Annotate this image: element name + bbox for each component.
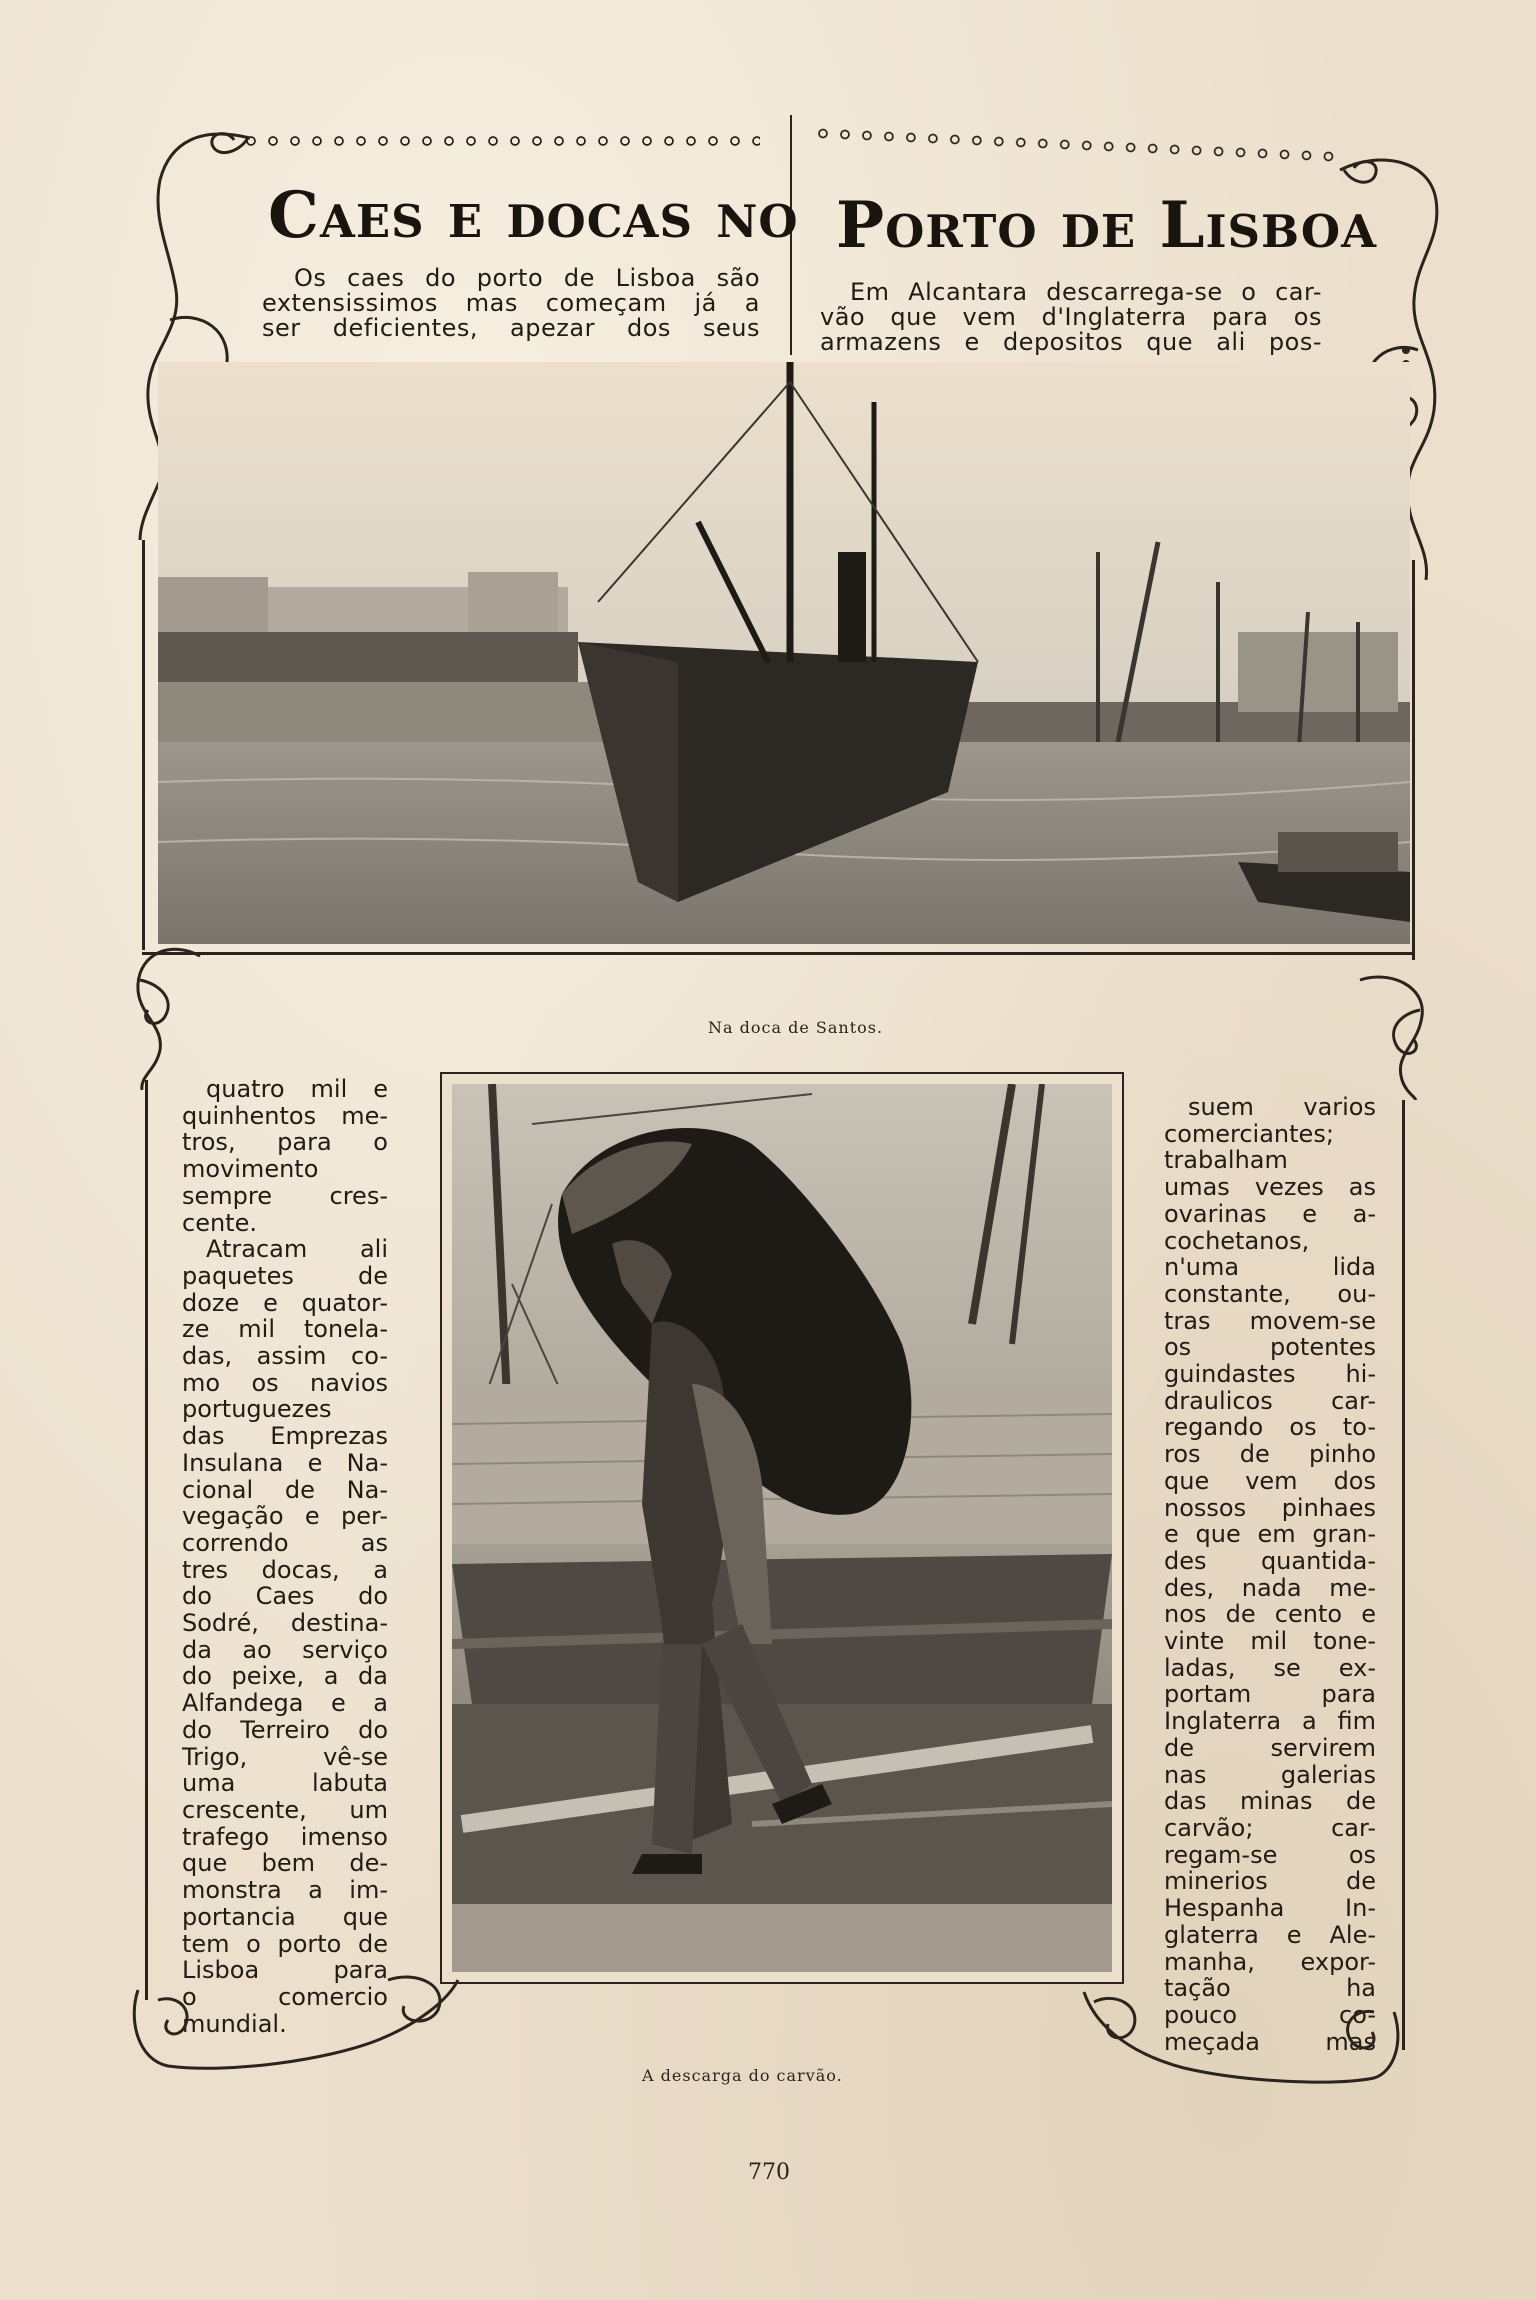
caption-top: Na doca de Santos.	[708, 1018, 884, 1037]
column-left-line: quatro mil e	[206, 1075, 388, 1103]
column-right-line: meçada mas	[1164, 2027, 1376, 2056]
column-right-line: ros de pinho	[1164, 1440, 1376, 1469]
column-left-line: tem o porto de	[182, 1929, 388, 1958]
column-left-line: doze e quator-	[182, 1288, 388, 1317]
column-left-line: cente.	[182, 1208, 257, 1237]
column-right-line: des, nada me-	[1164, 1573, 1376, 1602]
column-right-line: draulicos car-	[1164, 1386, 1376, 1415]
column-left-line: quinhentos me-	[182, 1101, 388, 1130]
column-right-line: glaterra e Ale-	[1164, 1920, 1376, 1949]
column-left-line: Trigo, vê-se	[182, 1742, 388, 1771]
column-right-line: regando os to-	[1164, 1413, 1376, 1442]
frame-right-top	[1412, 560, 1415, 960]
column-left-line: tros, para o	[182, 1128, 388, 1157]
column-left-line: ze mil tonela-	[182, 1315, 388, 1344]
column-left-line: Alfandega e a	[182, 1689, 388, 1718]
column-right-line: ovarinas e a-	[1164, 1199, 1376, 1228]
column-left-line: tres docas, a	[182, 1555, 388, 1584]
column-left-line: paquetes de	[182, 1261, 388, 1290]
column-right-line: os potentes	[1164, 1333, 1376, 1362]
top-border-left	[240, 134, 760, 148]
column-right-line: umas vezes as	[1164, 1173, 1376, 1202]
column-right-line: comerciantes;	[1164, 1119, 1334, 1148]
intro-right	[820, 280, 1322, 355]
title-right: Porto de Lisboa	[836, 188, 1378, 263]
ornament-bottom-right	[1074, 1982, 1404, 2112]
column-left-line: vegação e per-	[182, 1502, 388, 1531]
coal-photo-frame	[440, 1072, 1124, 1984]
column-right-line: ladas, se ex-	[1164, 1653, 1376, 1682]
column-right-line: manha, expor-	[1164, 1947, 1376, 1976]
column-left-line: trafego imenso	[182, 1822, 388, 1851]
column-left-line: do peixe, a da	[182, 1662, 388, 1691]
frame-left-top	[142, 540, 145, 950]
column-right-line: nossos pinhaes	[1164, 1493, 1376, 1522]
column-left-line: das Emprezas	[182, 1422, 388, 1451]
column-right-line: portam para	[1164, 1680, 1376, 1709]
frame-left-bottom	[145, 1080, 148, 2000]
column-left	[182, 1076, 388, 2037]
column-right	[1164, 1094, 1376, 2055]
column-right-line: carvão; car-	[1164, 1813, 1376, 1842]
steamship-image	[158, 362, 1410, 944]
column-left-line: portancia que	[182, 1902, 388, 1931]
column-left-line: mo os navios	[182, 1368, 388, 1397]
column-left-line: mundial.	[182, 2009, 287, 2038]
column-left-line: cional de Na-	[182, 1475, 388, 1504]
column-right-line: trabalham	[1164, 1146, 1288, 1175]
caption-bottom: A descarga do carvão.	[642, 2066, 843, 2085]
column-left-line: das, assim co-	[182, 1342, 388, 1371]
column-right-line: das minas de	[1164, 1787, 1376, 1816]
column-left-line: da ao serviço	[182, 1635, 388, 1664]
column-left-line: correndo as	[182, 1528, 388, 1557]
column-left-line: Atracam ali	[206, 1235, 388, 1264]
column-left-line: do Caes do	[182, 1582, 388, 1611]
column-right-line: regam-se os	[1164, 1840, 1376, 1869]
column-left-line: o comercio	[182, 1982, 388, 2011]
column-right-line: suem varios	[1188, 1093, 1376, 1121]
column-right-line: guindastes hi-	[1164, 1360, 1376, 1389]
column-right-line: nos de cento e	[1164, 1600, 1376, 1629]
column-left-line: que bem de-	[182, 1849, 388, 1878]
column-left-line: sempre cres-	[182, 1181, 388, 1210]
page-number: 770	[748, 2160, 790, 2185]
column-right-line: Inglaterra a fim	[1164, 1707, 1376, 1736]
column-left-line: do Terreiro do	[182, 1715, 388, 1744]
column-right-line: tação ha	[1164, 1974, 1376, 2003]
column-right-line: cochetanos,	[1164, 1226, 1310, 1255]
column-left-line: Insulana e Na-	[182, 1448, 388, 1477]
ornament-bottom-left	[128, 1970, 468, 2090]
intro-left	[262, 266, 760, 341]
column-right-line: tras movem-se	[1164, 1306, 1376, 1335]
top-border-right	[812, 126, 1342, 164]
harbor-photo	[158, 362, 1410, 944]
column-right-line: n'uma lida	[1164, 1253, 1376, 1282]
ornament-mid-right	[1350, 970, 1440, 1100]
column-left-line: portuguezes	[182, 1395, 332, 1424]
column-left-line: Sodré, destina-	[182, 1609, 388, 1638]
column-right-line: des quantida-	[1164, 1546, 1376, 1575]
column-left-line: crescente, um	[182, 1795, 388, 1824]
intro-right-line: Em Alcantara descarrega-se o car-	[850, 278, 1322, 306]
column-right-line: de servirem	[1164, 1733, 1376, 1762]
intro-left-line: extensissimos mas começam já a	[262, 289, 760, 317]
intro-left-line: ser deficientes, apezar dos seus	[262, 314, 760, 342]
column-left-line: uma labuta	[182, 1769, 388, 1798]
frame-mid-rule	[142, 952, 1415, 955]
column-left-line: Lisboa para	[182, 1956, 388, 1985]
column-right-line: minerios de	[1164, 1867, 1376, 1896]
column-right-line: e que em gran-	[1164, 1520, 1376, 1549]
column-right-line: vinte mil tone-	[1164, 1627, 1376, 1656]
column-left-line: monstra a im-	[182, 1876, 388, 1905]
intro-left-line: Os caes do porto de Lisboa são	[294, 264, 760, 292]
column-right-line: constante, ou-	[1164, 1279, 1376, 1308]
column-right-line: Hespanha In-	[1164, 1894, 1376, 1923]
column-right-line: pouco co-	[1164, 2000, 1376, 2029]
porter-image	[452, 1084, 1112, 1972]
title-left: Caes e docas no	[268, 178, 799, 253]
intro-right-line: armazens e depositos que ali pos-	[820, 328, 1322, 356]
frame-right-bottom	[1402, 1100, 1405, 2050]
intro-right-line: vão que vem d'Inglaterra para os	[820, 303, 1322, 331]
ornament-mid-left	[120, 940, 210, 1090]
column-right-line: nas galerias	[1164, 1760, 1376, 1789]
column-left-line: movimento	[182, 1155, 319, 1184]
column-right-line: que vem dos	[1164, 1466, 1376, 1495]
